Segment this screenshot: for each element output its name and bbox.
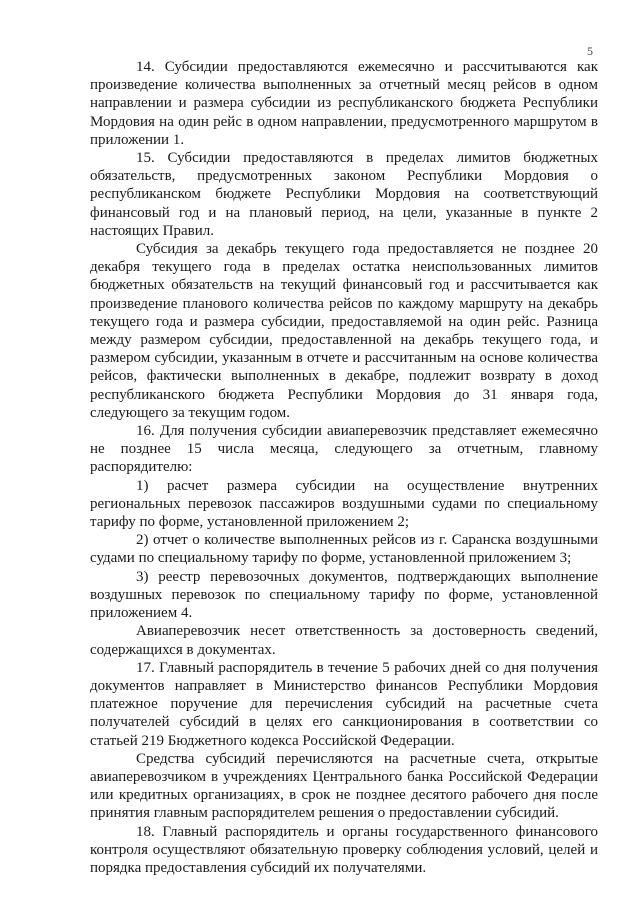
- paragraph-16: 16. Для получения субсидии авиаперевозчик представляет ежемесячно не позднее 15 числа месяца, следующего за отчетным, главному распорядителю:: [90, 423, 598, 476]
- paragraph-december-subsidy: Субсидия за декабрь текущего года предоставляется не позднее 20 декабря текущего года в пределах остатка неиспользованных лимитов бюджетных обязательств на текущий финансовый год и рассчитывается как произведение планового количества рейсов по каждому маршруту на декабрь текущего года и размера субсидии, предоставляемой на один рейс. Разница между размером субсидии, предоставленной на декабрь текущего года, и размером субсидии, указанным в отчете и рассчитанным на основе количества рейсов, фактически выполненных в декабре, подлежит возврату в доход республиканского бюджета Республики Мордовия до 31 января года, следующего за текущим годом.: [90, 241, 598, 421]
- paragraph-15: 15. Субсидии предоставляются в пределах лимитов бюджетных обязательств, предусмотренных законом Республики Мордовия о республиканском бюджете Республики Мордовия на соответствующий финансовый год и на плановый период, на цели, указанные в пункте 2 настоящих Правил.: [90, 150, 598, 239]
- list-item-2: 2) отчет о количестве выполненных рейсов из г. Саранска воздушными судами по специальному тарифу по форме, установленной приложением 3;: [90, 532, 598, 567]
- paragraph-17: 17. Главный распорядитель в течение 5 рабочих дней со дня получения документов направляет в Министерство финансов Республики Мордовия платежное поручение для перечисления субсидий на расчетные счета получателей субсидий в целях его санкционирования в соответствии со статьей 219 Бюджетного кодекса Российской Федерации.: [90, 659, 598, 749]
- document-body: [90, 58, 598, 877]
- paragraph-14: 14. Субсидии предоставляются ежемесячно и рассчитываются как произведение количества выполненных за отчетный месяц рейсов в одном направлении и размера субсидии из республиканского бюджета Республики Мордовия на один рейс в одном направлении, предусмотренного маршрутом в приложении 1.: [90, 59, 598, 148]
- list-item-1: 1) расчет размера субсидии на осуществление внутренних региональных перевозок пассажиров воздушными судами по специальному тарифу по форме, установленной приложением 2;: [90, 477, 598, 531]
- paragraph-transfer: Средства субсидий перечисляются на расчетные счета, открытые авиаперевозчиком в учреждениях Центрального банка Российской Федерации или кредитных организациях, в срок не позднее десятого рабочего дня после принятия главным распорядителем решения о предоставлении субсидий.: [90, 750, 598, 822]
- paragraph-18: 18. Главный распорядитель и органы государственного финансового контроля осуществляют обязательную проверку соблюдения условий, целей и порядка предоставления субсидий их получателями.: [90, 823, 598, 876]
- paragraph-responsibility: Авиаперевозчик несет ответственность за достоверность сведений, содержащихся в документах.: [90, 623, 598, 658]
- page-number: 5: [587, 44, 593, 58]
- list-item-3: 3) реестр перевозочных документов, подтверждающих выполнение воздушных перевозок по специальному тарифу по форме, установленной приложением 4.: [90, 568, 598, 622]
